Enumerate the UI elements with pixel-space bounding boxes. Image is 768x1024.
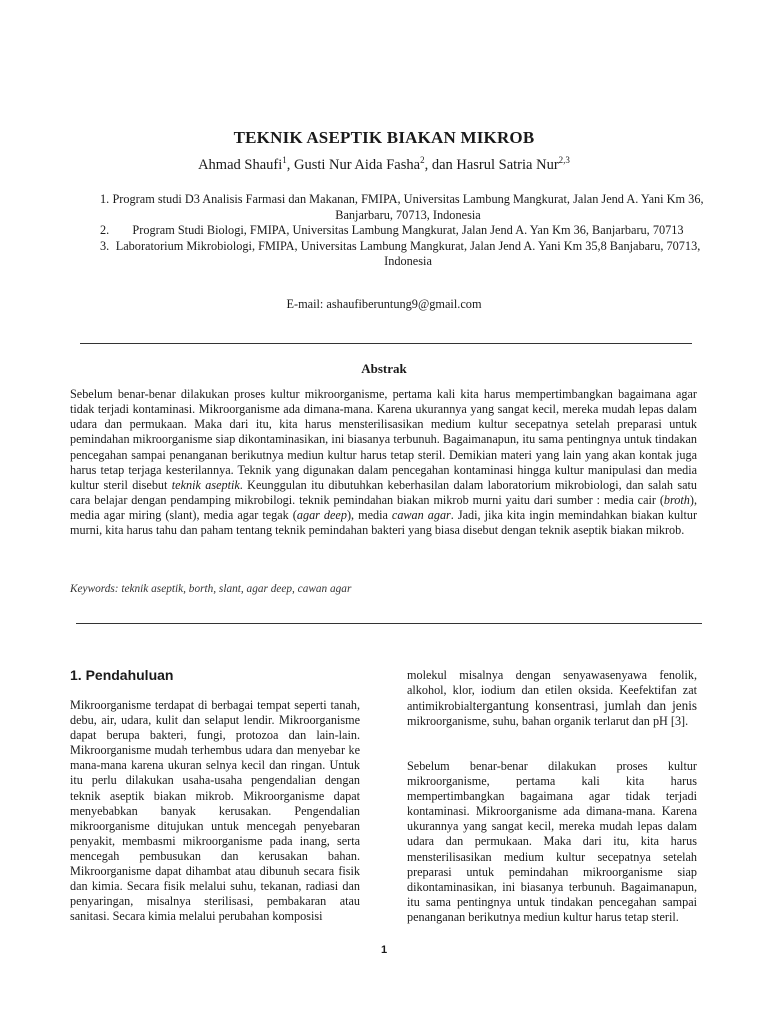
- author-separator: ,: [286, 157, 294, 173]
- body-paragraph: [407, 668, 697, 729]
- abstract-text: [70, 387, 697, 539]
- affiliation-number: 2.: [100, 223, 110, 237]
- author-name: Gusti Nur Aida Fasha: [294, 157, 421, 173]
- keywords-line: Keywords: teknik aseptik, borth, slant, agar deep, cawan agar: [70, 583, 352, 595]
- abstract-segment: ), media: [346, 508, 392, 523]
- abstract-heading: Abstrak: [361, 361, 407, 376]
- paper-title: TEKNIK ASEPTIK BIAKAN MIKROB: [233, 128, 535, 147]
- body-segment: mikroorganisme, suhu, bahan organik terlarut dan pH [3].: [407, 714, 689, 729]
- abstract-segment: . Jadi, jika kita ingin memindahkan biakan kultur murni, kita harus tahu dan paham tentang teknik pemindahan bakteri yang biasa disebut dengan teknik aseptik biakan mikrob.: [70, 508, 698, 538]
- affiliation-text: Program Studi Biologi, FMIPA, Universitas Lambung Mangkurat, Jalan Jend A. Yan Km 36, Banjarbaru, 70713: [132, 223, 684, 237]
- affiliation-list: [94, 192, 714, 270]
- author-list: [0, 157, 768, 174]
- section-heading: 1. Pendahuluan: [70, 667, 174, 683]
- page-number: 1: [380, 944, 388, 956]
- separator-rule: [80, 343, 692, 344]
- abstract-italic-term: broth: [663, 493, 690, 508]
- abstract-italic-term: cawan agar: [391, 508, 451, 523]
- separator-rule: [76, 623, 702, 624]
- affiliation-number: 1.: [100, 192, 110, 206]
- author-name: Ahmad Shaufi: [198, 157, 283, 173]
- affiliation-item: [94, 223, 714, 239]
- affiliation-text: Program studi D3 Analisis Farmasi dan Makanan, FMIPA, Universitas Lambung Mangkurat, Jalan Jend A. Yani Km 36, Banjarbaru, 70713, Indonesia: [112, 192, 704, 222]
- author-separator: , dan: [424, 157, 457, 173]
- author-affiliation-mark: 2,3: [558, 155, 570, 165]
- abstract-italic-term: teknik aseptik: [171, 477, 240, 492]
- author-email: E-mail: ashaufiberuntung9@gmail.com: [286, 297, 482, 311]
- affiliation-text: Laboratorium Mikrobiologi, FMIPA, Universitas Lambung Mangkurat, Jalan Jend A. Yani Km 35,8 Banjabaru, 70713, Indonesia: [115, 238, 701, 268]
- body-paragraph: Mikroorganisme terdapat di berbagai tempat seperti tanah, debu, air, udara, kulit dan selaput lendir. Mikroorganisme dapat berupa bakteri, fungi, protozoa dan lain-lain. Mikroorganisme mudah terhembus udara dan menyebar ke mana-mana karena ukuran selnya kecil dan ringan. Untuk itu perlu dilakukan usaha-usaha pengendalian dengan teknik aseptik biakan mikrob. Mikroorganisme dapat menyebabkan banyak kerusakan. Pengendalian mikroorganisme ditujukan untuk mencegah penyebaran penyakit, membasmi mikroorganisme pada inang, serta mencegah pembusukan dan kerusakan bahan. Mikroorganisme dapat dihambat atau dibunuh secara fisik dan kimia. Secara fisik melalui suhu, tekanan, radiasi dan penyaringan, misalnya sterilisasi, pembakaran atau sanitasi. Secara kimia melalui perubahan komposisi: [70, 698, 360, 924]
- body-segment: tergantung konsentrasi, jumlah dan jenis: [472, 698, 697, 714]
- author-name: Hasrul Satria Nur: [456, 157, 559, 173]
- abstract-segment: . Keunggulan itu dibutuhkan keberhasilan dalam laboratorium mikrobiologi, dan salah satu cara belajar dengan pendamping mikrobilogi. teknik pemindahan biakan mikrob murni yaitu dari sumber : media cair (: [70, 477, 697, 508]
- body-segment: molekul misalnya dengan senyawasenyawa fenolik, alkohol, klor, iodium dan etilen oksida. Keefektifan zat antimikrobial: [407, 668, 697, 714]
- body-paragraph: Sebelum benar-benar dilakukan proses kultur mikroorganisme, pertama kali kita harus mempertimbangkan bagaimana agar tidak terjadi kontaminasi. Mikroorganisme ada dimana-mana. Karena ukurannya yang sangat kecil, mereka mudah lepas dalam udara dan permukaan. Maka dari itu, kita harus mensterilisasikan medium kultur secepatnya setelah preparasi untuk pemindahan mikroorganisme siap dikontaminasikan, ini biasanya terbunuh. Bagaimanapun, itu sama pentingnya untuk tindakan pencegahan sampai penanganan berikutnya mediun kultur harus tetap steril.: [407, 759, 697, 924]
- abstract-segment: ), media agar miring (slant), media agar tegak (: [70, 493, 697, 523]
- abstract-italic-term: agar deep: [296, 508, 347, 523]
- affiliation-number: 3.: [100, 238, 110, 253]
- affiliation-item: [94, 239, 714, 270]
- abstract-segment: Sebelum benar-benar dilakukan proses kultur mikroorganisme, pertama kali kita harus mempertimbangkan bagaimana agar tidak terjadi kontaminasi. Mikroorganisme ada dimana-mana. Karena ukurannya yang sangat kecil, mereka mudah lepas dalam udara dan permukaan. Maka dari itu, kita harus mensterilisasikan medium kultur secepatnya setelah preparasi untuk pemindahan mikroorganisme siap dikontaminasikan, ini biasanya terbunuh. Bagaimanapun, itu sama pentingnya untuk tindakan pencegahan sampai penanganan berikutnya mediun kultur harus tetap steril. Demikian materi yang lain yang akan kontak juga harus tetap terjaga kesterilannya. Teknik yang digunakan dalam pencegahan kontaminasi hingga kultur manipulasi dan media kultur steril disebut: [70, 387, 697, 492]
- affiliation-item: [94, 192, 714, 223]
- author-affiliation-mark: 2: [420, 155, 425, 165]
- author-affiliation-mark: 1: [282, 155, 287, 165]
